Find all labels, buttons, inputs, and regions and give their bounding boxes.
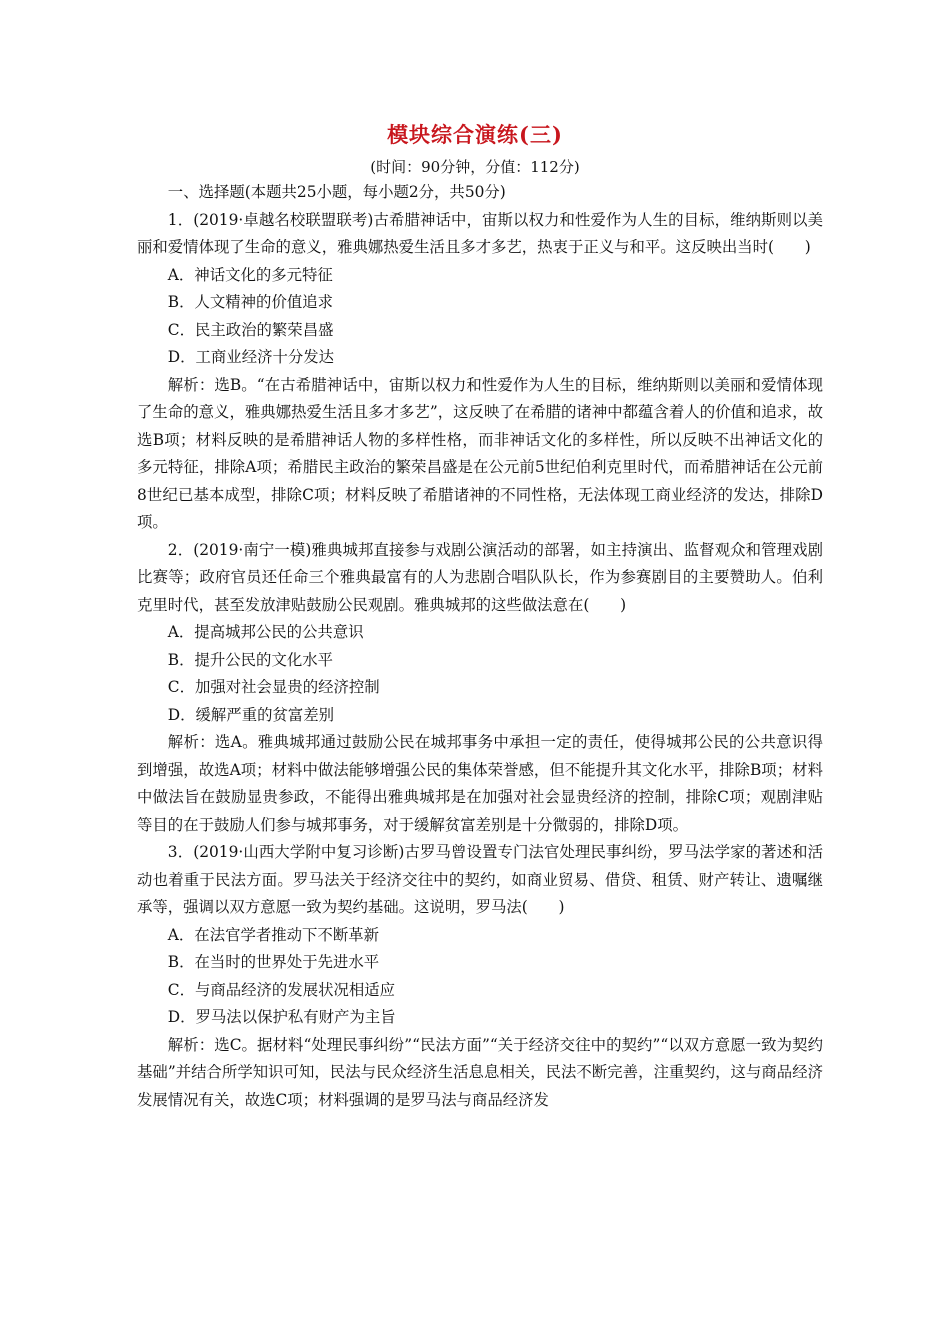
option-a: A．神话文化的多元特征	[167, 265, 333, 284]
option-b: B．提升公民的文化水平	[167, 650, 334, 669]
question-stem: 1．(2019·卓越名校联盟联考)古希腊神话中，宙斯以权力和性爱作为人生的目标，维纳斯则以美丽和爱情体现了生命的意义，雅典娜热爱生活且多才多艺，热衷于正义与和平。这反映出当时( )	[137, 210, 823, 256]
section-heading: 一、选择题(本题共25小题，每小题2分，共50分)	[167, 183, 506, 201]
question-stem: 2．(2019·南宁一模)雅典城邦直接参与戏剧公演活动的部署，如主持演出、监督观众和管理戏剧比赛等；政府官员还任命三个雅典最富有的人为悲剧合唱队队长，作为参赛剧目的主要赞助人。伯利克里时代，甚至发放津贴鼓励公民观剧。雅典城邦的这些做法意在( )	[137, 540, 823, 614]
question-analysis: 解析：选C。据材料“处理民事纠纷”“民法方面”“关于经济交往中的契约”“以双方意愿一致为契约基础”并结合所学知识可知，民法与民众经济生活息息相关，民法不断完善，注重契约，这与商品经济发展情况有关，故选C项；材料强调的是罗马法与商品经济发	[137, 1035, 823, 1109]
question-analysis: 解析：选A。雅典城邦通过鼓励公民在城邦事务中承担一定的责任，使得城邦公民的公共意识得到增强，故选A项；材料中做法能够增强公民的集体荣誉感，但不能提升其文化水平，排除B项；材料中做法旨在鼓励显贵参政，不能得出雅典城邦是在加强对社会显贵经济的控制，排除C项；观剧津贴等目的在于鼓励人们参与城邦事务，对于缓解贫富差别是十分微弱的，排除D项。	[137, 733, 823, 834]
document-title: 模块综合演练(三)	[387, 122, 563, 147]
option-c: C．加强对社会显贵的经济控制	[167, 678, 380, 696]
question-3	[137, 839, 823, 1114]
option-c: C．与商品经济的发展状况相适应	[167, 980, 396, 999]
option-a: A．提高城邦公民的公共意识	[167, 623, 364, 641]
option-b: B．在当时的世界处于先进水平	[167, 953, 380, 971]
option-d: D．罗马法以保护私有财产为主旨	[167, 1008, 396, 1026]
question-stem: 3．(2019·山西大学附中复习诊断)古罗马曾设置专门法官处理民事纠纷，罗马法学家的著述和活动也着重于民法方面。罗马法关于经济交往中的契约，如商业贸易、借贷、租赁、财产转让、遗嘱继承等，强调以双方意愿一致为契约基础。这说明，罗马法( )	[137, 843, 823, 916]
document-body	[137, 179, 823, 1114]
exam-meta: (时间：90分钟，分值：112分)	[370, 158, 580, 176]
question-analysis: 解析：选B。“在古希腊神话中，宙斯以权力和性爱作为人生的目标，维纳斯则以美丽和爱情体现了生命的意义，雅典娜热爱生活且多才多艺”，这反映了在希腊的诸神中都蕴含着人的价值和追求，故选B项；材料反映的是希腊神话人物的多样性格，而非神话文化的多样性，所以反映不出神话文化的多元特征，排除A项；希腊民主政治的繁荣昌盛是在公元前5世纪伯利克里时代，而希腊神话在公元前8世纪已基本成型，排除C项；材料反映了希腊诸神的不同性格，无法体现工商业经济的发达，排除D项。	[137, 375, 823, 531]
option-d: D．缓解严重的贫富差别	[167, 705, 335, 724]
option-b: B．人文精神的价值追求	[167, 293, 334, 311]
option-c: C．民主政治的繁荣昌盛	[167, 320, 334, 339]
option-a: A．在法官学者推动下不断革新	[167, 925, 379, 944]
question-2	[137, 537, 823, 840]
option-d: D．工商业经济十分发达	[167, 348, 335, 366]
question-1	[137, 207, 823, 537]
